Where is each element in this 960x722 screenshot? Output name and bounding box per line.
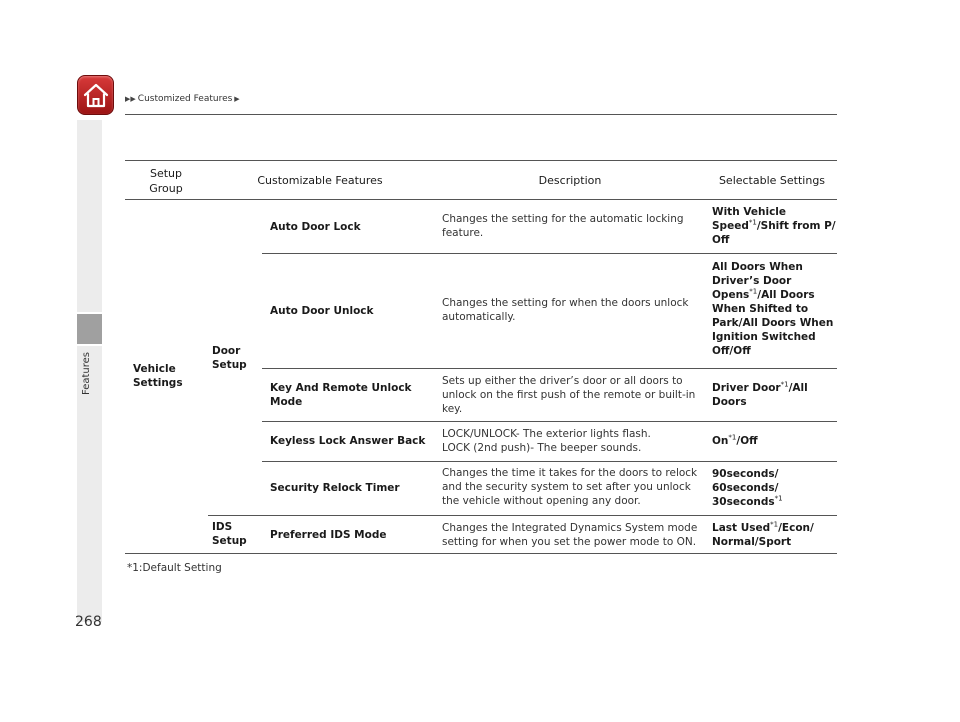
header-divider <box>125 114 837 115</box>
description-auto-door-lock: Changes the setting for the automatic locking feature. <box>442 213 684 239</box>
settings-auto-door-lock <box>712 205 837 247</box>
group-vehicle-settings: Vehicle Settings <box>133 363 183 389</box>
triangle-right-icon: ▶ <box>234 95 240 103</box>
feature-key-remote-unlock-mode: Key And Remote Unlock Mode <box>270 382 412 408</box>
setting-value: /Off <box>736 435 758 447</box>
feature-security-relock-timer: Security Relock Timer <box>270 482 400 494</box>
description-line: LOCK (2nd push)- The beeper sounds. <box>442 442 642 454</box>
header-setup-group: Setup Group <box>149 167 183 195</box>
description-auto-door-unlock: Changes the setting for when the doors unlock automatically. <box>442 297 689 323</box>
footnote: *1:Default Setting <box>127 562 222 574</box>
settings-preferred-ids-mode <box>712 521 832 549</box>
header-selectable-settings: Selectable Settings <box>718 174 826 187</box>
setting-value: 90seconds/ 60seconds/ 30seconds <box>712 468 779 508</box>
settings-security-relock-timer <box>712 467 797 509</box>
section-tab[interactable] <box>77 314 102 344</box>
setting-value: /All Doors <box>712 382 808 408</box>
footnote-marker: *1 <box>728 433 737 442</box>
row-divider <box>262 368 837 369</box>
table-header-rule <box>125 199 837 200</box>
subgroup-door-setup: Door Setup <box>212 345 247 371</box>
table-bottom-rule <box>125 553 837 554</box>
settings-auto-door-unlock <box>712 260 837 358</box>
row-divider <box>262 461 837 462</box>
breadcrumb-link[interactable]: Customized Features <box>137 94 233 104</box>
header-customizable-features: Customizable Features <box>257 174 383 187</box>
setting-value: Driver Door <box>712 382 781 394</box>
setting-value: With Vehicle Speed <box>712 206 787 232</box>
breadcrumb <box>125 94 240 104</box>
feature-auto-door-unlock: Auto Door Unlock <box>270 305 374 317</box>
feature-keyless-lock-answer-back: Keyless Lock Answer Back <box>270 435 426 447</box>
footnote-marker: *1 <box>774 494 783 503</box>
description-key-remote-unlock-mode: Sets up either the driver’s door or all doors to unlock on the first push of the remote or built-in key. <box>442 375 696 415</box>
footnote-marker: *1 <box>780 380 789 389</box>
setting-value: /Shift from P/ Off <box>712 220 836 246</box>
description-preferred-ids-mode: Changes the Integrated Dynamics System mode setting for when you set the power mode to ON. <box>442 522 698 548</box>
home-button[interactable] <box>77 75 114 115</box>
setting-value: Last Used <box>712 522 771 534</box>
triangle-right-icon: ▶▶ <box>125 95 136 103</box>
setting-value: All Doors When Driver’s Door Opens <box>712 261 803 301</box>
row-divider <box>262 253 837 254</box>
row-divider <box>208 515 837 516</box>
section-label: Features <box>81 352 92 395</box>
description-security-relock-timer: Changes the time it takes for the doors to relock and the security system to set after you unlock the vehicle without opening any door. <box>442 467 698 507</box>
description-keyless-lock-answer-back <box>442 427 702 455</box>
table-top-rule <box>125 160 837 161</box>
description-line: LOCK/UNLOCK- The exterior lights flash. <box>442 428 651 440</box>
setting-value: On <box>712 435 729 447</box>
subgroup-ids-setup: IDS Setup <box>212 521 247 547</box>
side-bar-upper <box>77 120 102 312</box>
setting-value: /Econ/ Normal/Sport <box>712 522 814 548</box>
header-description: Description <box>538 174 602 187</box>
footnote-marker: *1 <box>749 287 758 296</box>
footnote-marker: *1 <box>770 520 779 529</box>
home-icon <box>83 82 109 109</box>
row-divider <box>262 421 837 422</box>
page-number: 268 <box>75 614 102 630</box>
settings-key-remote-unlock-mode <box>712 381 837 409</box>
settings-keyless-lock-answer-back <box>712 434 837 448</box>
feature-auto-door-lock: Auto Door Lock <box>270 221 361 233</box>
setting-value: /All Doors When Shifted to Park/All Doors When Ignition Switched Off/Off <box>712 289 834 357</box>
feature-preferred-ids-mode: Preferred IDS Mode <box>270 529 387 541</box>
footnote-marker: *1 <box>748 218 757 227</box>
